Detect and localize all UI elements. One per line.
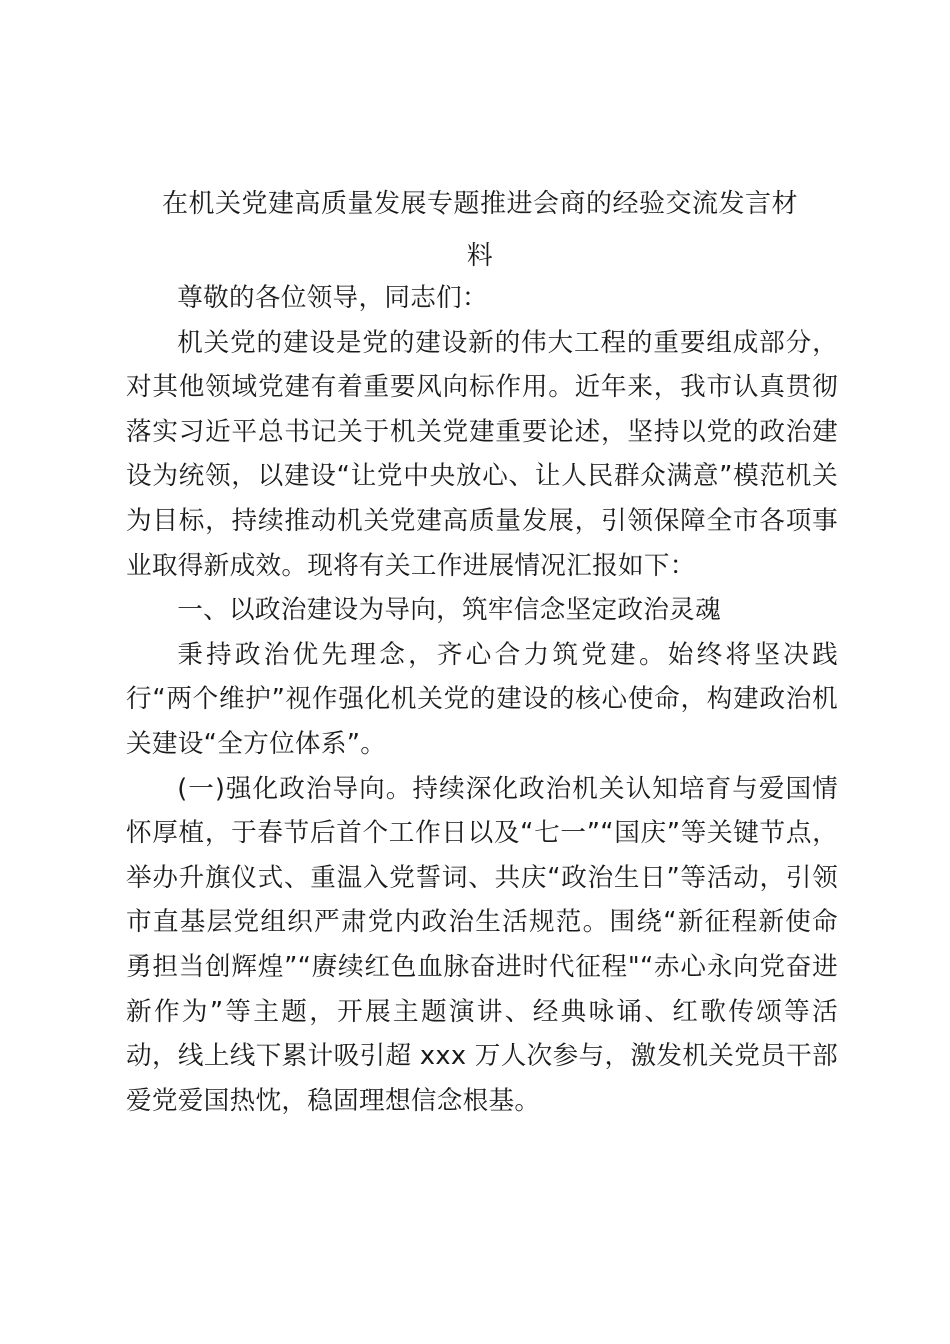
document-body: [126, 276, 838, 1123]
title-line-1: 在机关党建高质量发展专题推进会商的经验交流发言材: [161, 189, 798, 219]
section-heading-1: 一、以政治建设为导向，筑牢信念坚定政治灵魂: [177, 595, 721, 626]
salutation: 尊敬的各位领导，同志们：: [177, 283, 488, 313]
paragraph-section-1-intro: 秉持政治优先理念，齐心合力筑党建。始终将坚决践行“两个维护”视作强化机关党的建设的核心使命，构建政治机关建设“全方位体系”。: [126, 639, 838, 759]
paragraph-subsection-1: (一)强化政治导向。持续深化政治机关认知培育与爱国情怀厚植，于春节后首个工作日以及“七一”“国庆”等关键节点，举办升旗仪式、重温入党誓词、共庆“政治生日”等活动，引领市直基层党组织严肃党内政治生活规范。围绕“新征程新使命勇担当创辉煌”“赓续红色血脉奋进时代征程"“赤心永向党奋进新作为”等主题，开展主题演讲、经典咏诵、红歌传颂等活动，线上线下累计吸引超 xxx 万人次参与，激发机关党员干部爱党爱国热忱，稳固理想信念根基。: [126, 773, 838, 1116]
document-title: [110, 178, 850, 282]
title-line-2: 料: [466, 241, 494, 271]
paragraph-intro: 机关党的建设是党的建设新的伟大工程的重要组成部分，对其他领域党建有着重要风向标作用。近年来，我市认真贯彻落实习近平总书记关于机关党建重要论述，坚持以党的政治建设为统领，以建设“让党中央放心、让人民群众满意”模范机关为目标，持续推动机关党建高质量发展，引领保障全市各项事业取得新成效。现将有关工作进展情况汇报如下：: [126, 327, 838, 581]
